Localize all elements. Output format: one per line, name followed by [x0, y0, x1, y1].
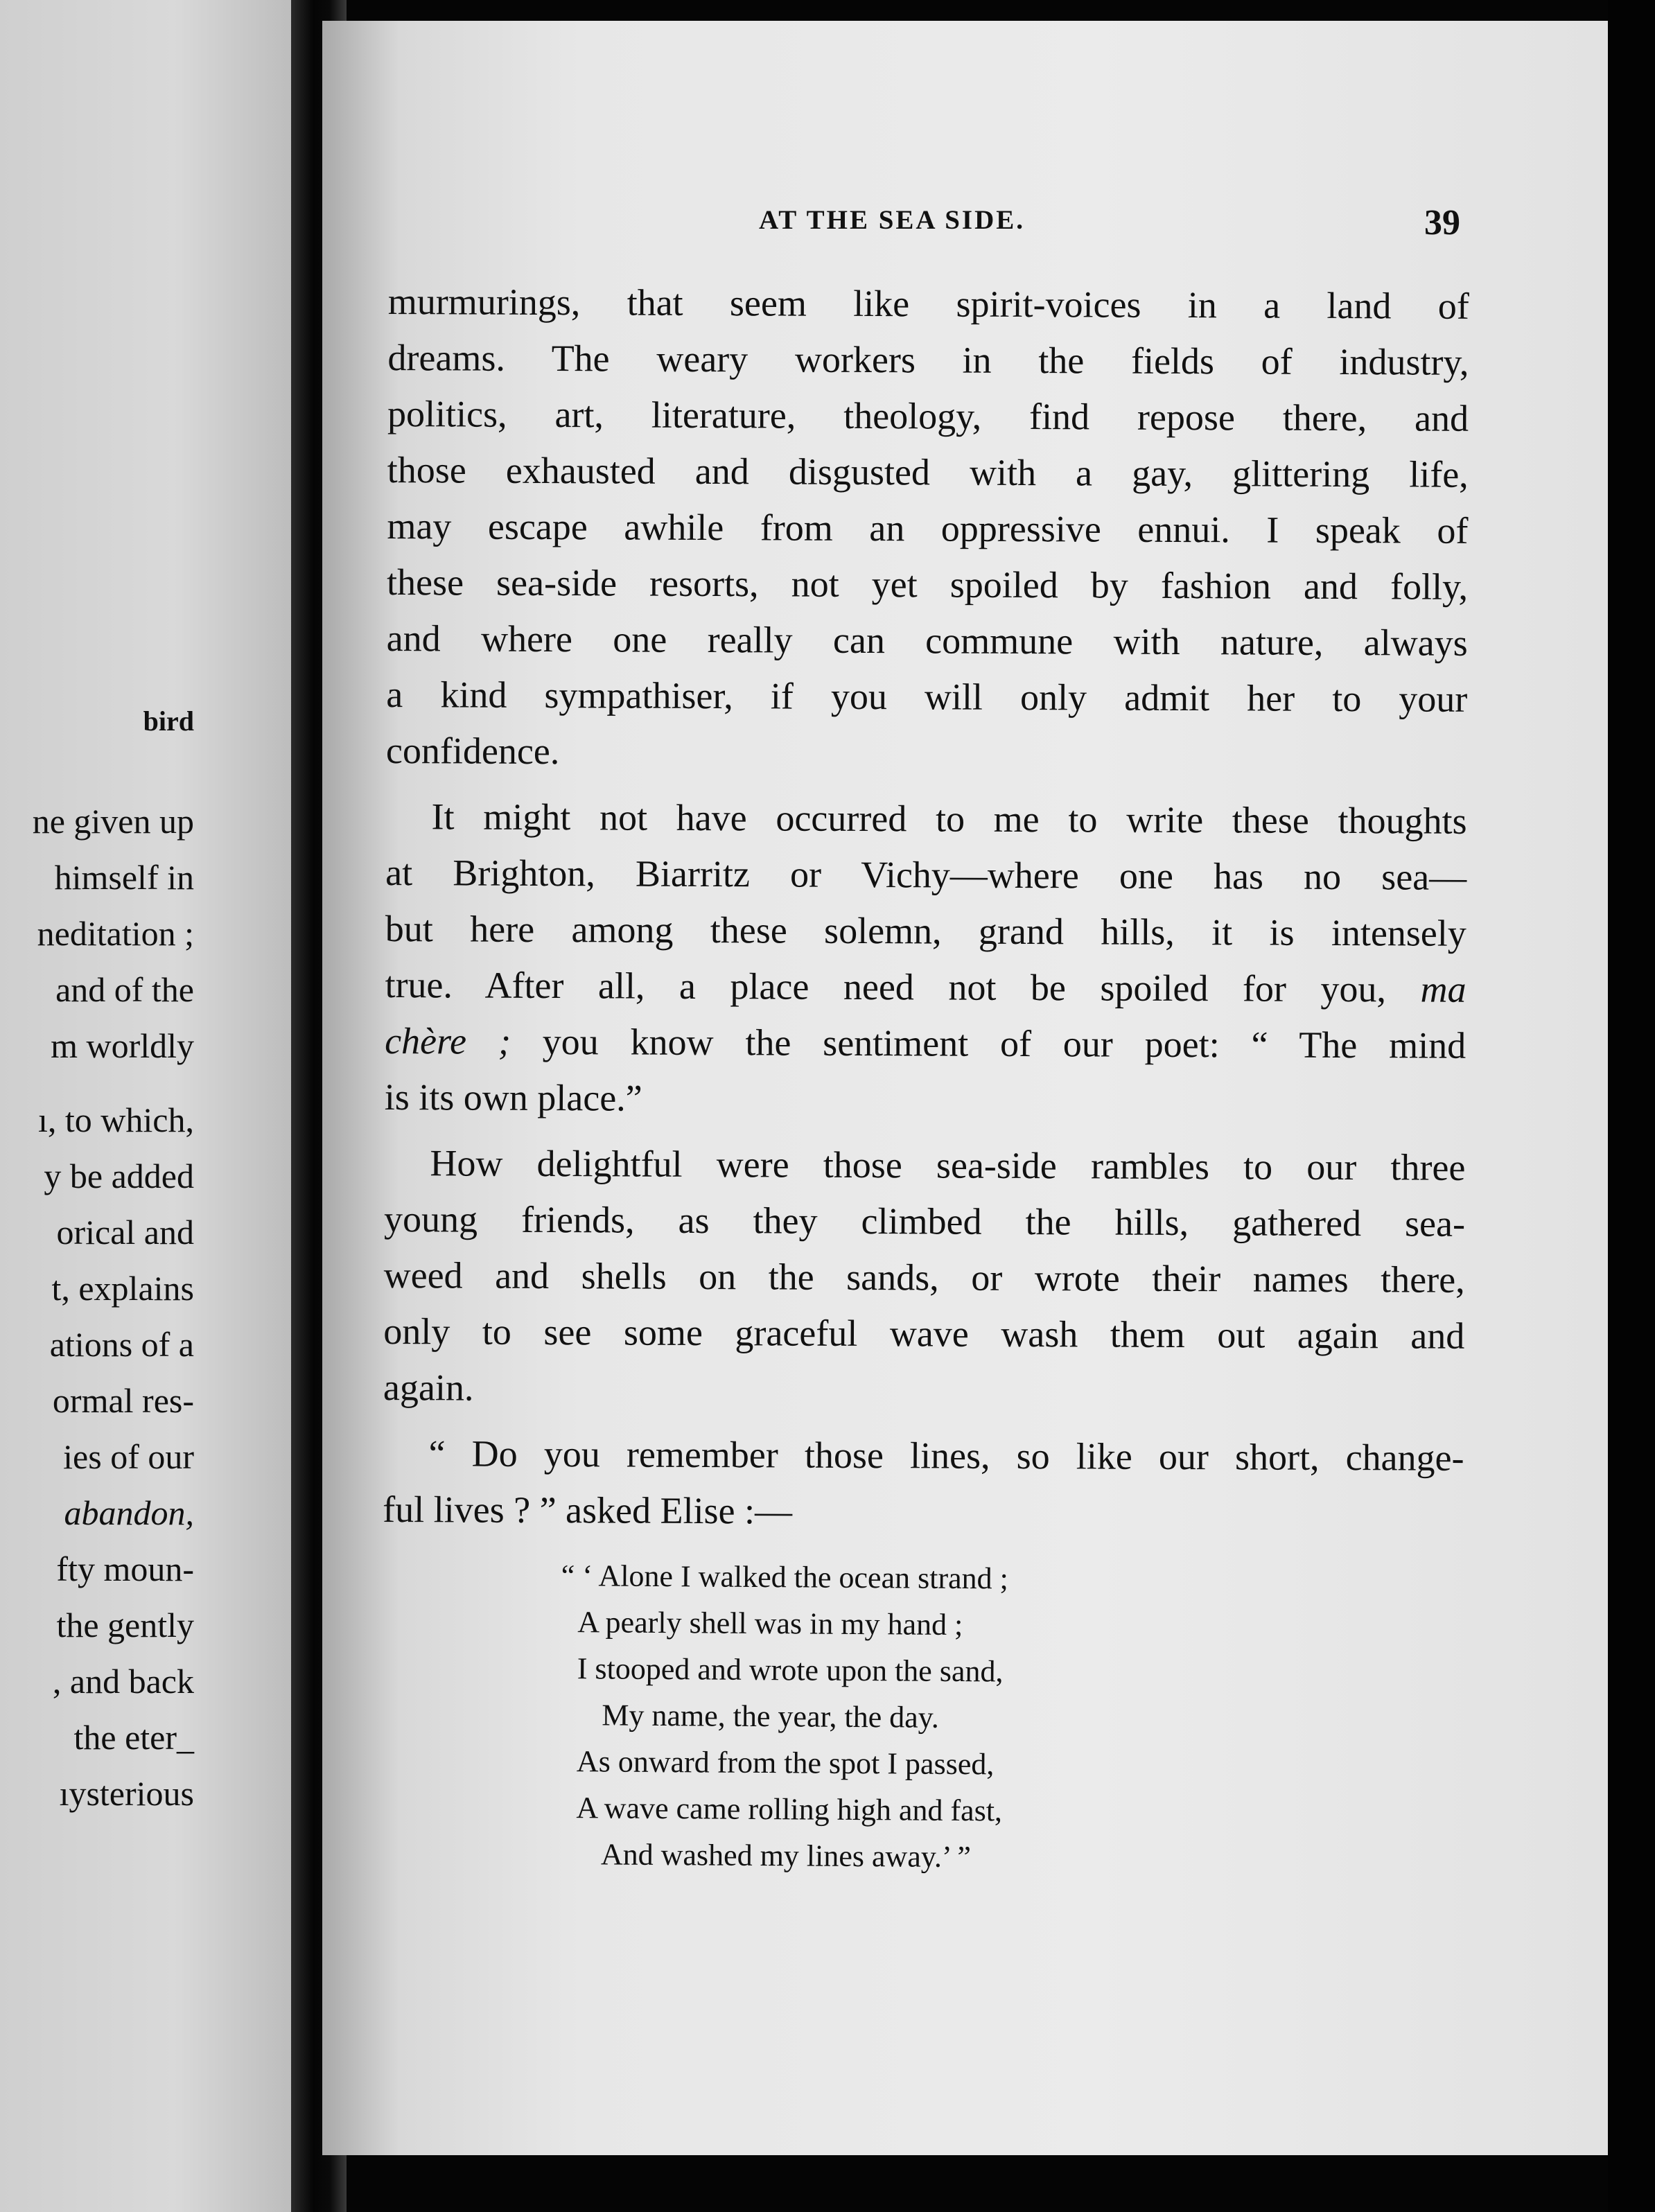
- left-line: neditation ;: [37, 914, 194, 953]
- left-line: the gently: [56, 1606, 194, 1644]
- text-line: ful lives ? ” asked Elise :—: [383, 1488, 793, 1532]
- text-line: these sea-side resorts, not yet spoiled by fashion and folly,: [386, 561, 1469, 608]
- poem-line: My name, the year, the day.: [602, 1698, 940, 1735]
- left-line: y be added: [44, 1157, 194, 1195]
- left-line: abandon,: [64, 1493, 194, 1532]
- left-line: ı, to which,: [38, 1100, 194, 1139]
- text-line: confidence.: [385, 729, 560, 773]
- poem-line: I stooped and wrote upon the sand,: [577, 1651, 1004, 1689]
- left-line: the eter_: [73, 1718, 194, 1757]
- left-line: , and back: [52, 1662, 194, 1701]
- text-segment: true. After all, a place need not be spoiled for you,: [385, 963, 1387, 1010]
- left-line: t, explains: [51, 1269, 194, 1308]
- text-line: at Brighton, Biarritz or Vichy—where one has no sea—: [385, 851, 1467, 898]
- text-line: How delightful were those sea-side rambles to our three: [430, 1142, 1466, 1188]
- left-page-text: [0, 693, 194, 1822]
- text-line: dreams. The weary workers in the fields of industry,: [387, 336, 1469, 383]
- text-line: is its own place.”: [384, 1076, 642, 1119]
- text-line: young friends, as they climbed the hills, gathered sea-: [383, 1197, 1466, 1245]
- left-line: bird: [143, 705, 194, 737]
- poem-line: “ ‘ Alone I walked the ocean strand ;: [561, 1558, 1009, 1596]
- left-line: ıysterious: [59, 1774, 194, 1813]
- left-line: ormal res-: [52, 1381, 194, 1420]
- text-line: and where one really can commune with nature, always: [386, 617, 1468, 664]
- text-line: It might not have occurred to me to write these thoughts: [431, 796, 1467, 842]
- text-line: “ Do you remember those lines, so like our short, change-: [428, 1432, 1464, 1479]
- left-line: [0, 1074, 194, 1092]
- body-text: [383, 274, 1469, 1543]
- text-line: only to see some graceful wave wash them out again and: [383, 1310, 1465, 1357]
- left-facing-page: [0, 0, 291, 2212]
- poem-line: A pearly shell was in my hand ;: [577, 1605, 963, 1642]
- left-line: ne given up: [32, 802, 194, 841]
- poem-quotation: [559, 1552, 1254, 1882]
- left-line: and of the: [55, 970, 194, 1009]
- text-line: politics, art, literature, theology, find repose there, and: [387, 392, 1469, 439]
- text-line: those exhausted and disgusted with a gay, glittering life,: [387, 448, 1469, 495]
- left-line: himself in: [54, 858, 194, 897]
- page-number: 39: [1424, 203, 1460, 243]
- left-line: ies of our: [63, 1437, 194, 1476]
- scan-border: [1608, 0, 1655, 2212]
- text-line: a kind sympathiser, if you will only admit her to your: [386, 673, 1468, 720]
- text-line: weed and shells on the sands, or wrote their names there,: [383, 1254, 1465, 1301]
- left-line: ations of a: [49, 1325, 194, 1364]
- text-line: [385, 1013, 1466, 1074]
- text-line: murmurings, that seem like spirit-voices in a land of: [387, 280, 1469, 327]
- poem-line: A wave came rolling high and fast,: [576, 1791, 1003, 1828]
- text-line: [385, 957, 1466, 1018]
- italic-phrase: chère ;: [385, 1019, 511, 1062]
- running-head: AT THE SEA SIDE.: [759, 205, 1025, 235]
- text-line: again.: [383, 1366, 474, 1409]
- left-line: m worldly: [51, 1026, 194, 1065]
- text-line: but here among these solemn, grand hills, it is intensely: [385, 907, 1466, 954]
- poem-line: And washed my lines away.’ ”: [600, 1837, 972, 1875]
- left-line: orical and: [56, 1213, 194, 1252]
- poem-line: As onward from the spot I passed,: [576, 1744, 995, 1782]
- italic-phrase: ma: [1420, 968, 1466, 1010]
- text-line: may escape awhile from an oppressive ennui. I speak of: [387, 504, 1469, 552]
- left-line: fty moun-: [56, 1550, 194, 1588]
- text-segment: you know the sentiment of our poet: “ The mind: [542, 1020, 1466, 1066]
